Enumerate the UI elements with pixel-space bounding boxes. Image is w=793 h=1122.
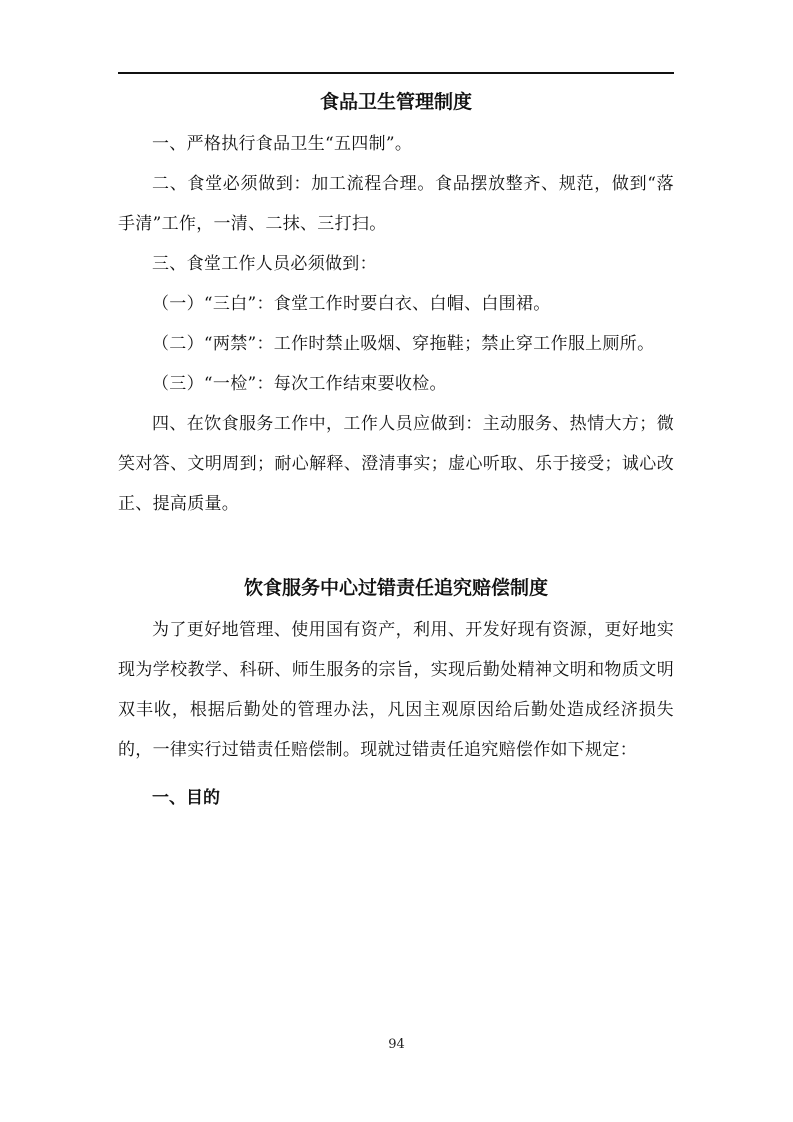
page-number: 94: [388, 1037, 405, 1052]
section-title-food-hygiene: 食品卫生管理制度: [319, 91, 472, 113]
header-rule: [118, 72, 674, 74]
paragraph-5: （二）“两禁”：工作时禁止吸烟、穿拖鞋；禁止穿工作服上厕所。: [152, 334, 655, 354]
section-title-liability: 饮食服务中心过错责任追究赔偿制度: [243, 577, 548, 599]
page-content: [118, 84, 674, 818]
paragraph-7: 四、在饮食服务工作中，工作人员应做到：主动服务、热情大方；微笑对答、文明周到；耐心解释、澄清事实；虚心听取、乐于接受；诚心改正、提高质量。: [118, 414, 674, 514]
subheading-purpose: 一、目的: [152, 788, 220, 808]
intro-paragraph: 为了更好地管理、使用国有资产，利用、开发好现有资源，更好地实现为学校教学、科研、师生服务的宗旨，实现后勤处精神文明和物质文明双丰收，根据后勤处的管理办法，凡因主观原因给后勤处造成经济损失的，一律实行过错责任赔偿制。现就过错责任追究赔偿作如下规定：: [118, 620, 674, 760]
paragraph-2: 二、食堂必须做到：加工流程合理。食品摆放整齐、规范，做到“落手清”工作，一清、二抹、三打扫。: [118, 174, 674, 234]
section-spacer: [118, 524, 674, 570]
spacer: [118, 770, 674, 778]
paragraph-4: （一）“三白”：食堂工作时要白衣、白帽、白围裙。: [152, 294, 551, 314]
paragraph-1: 一、严格执行食品卫生“五四制”。: [152, 134, 413, 154]
paragraph-6: （三）“一检”：每次工作结束要收检。: [152, 374, 447, 394]
paragraph-3: 三、食堂工作人员必须做到：: [152, 254, 377, 274]
